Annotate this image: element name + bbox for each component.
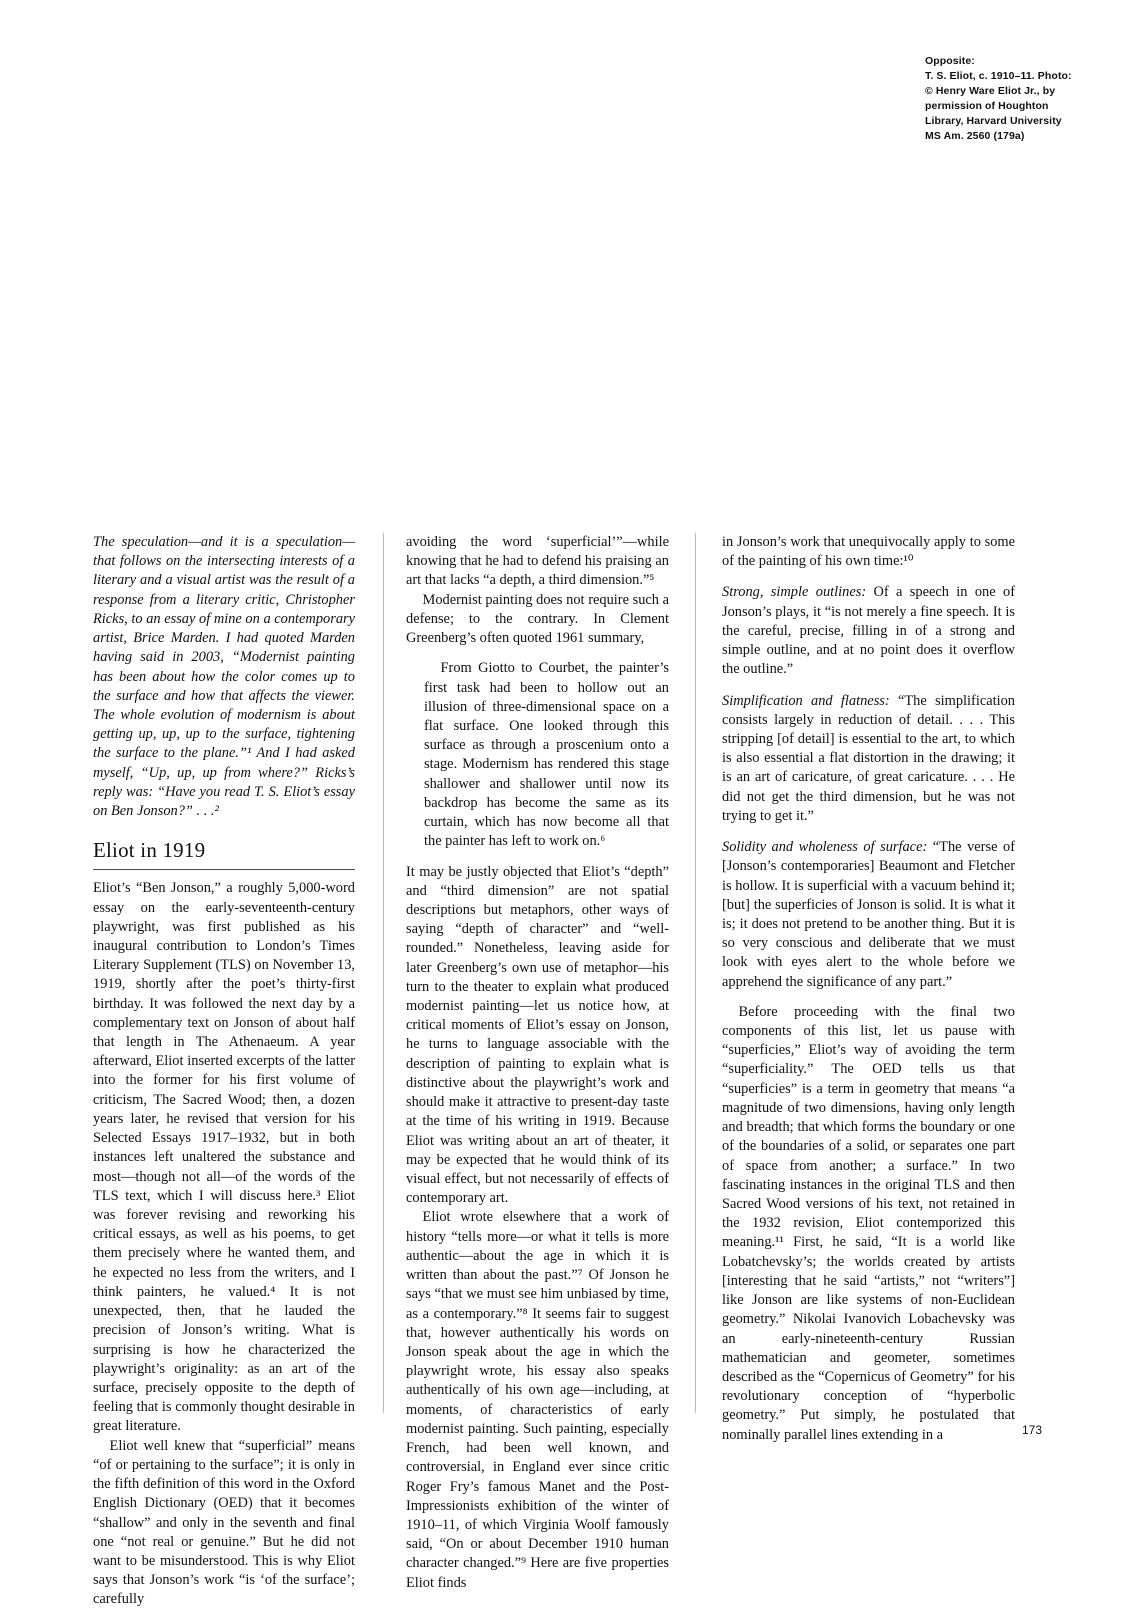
- body-paragraph: avoiding the word ‘superficial’”—while knowing that he had to defend his praising an art that lacks “a depth, a third dimension.”⁵: [406, 534, 669, 589]
- definition-body: Of a speech in one of Jonson’s plays, it “is not merely a fine speech. It is the careful, precise, filling in of a strong and simple outline, and at no point does it overflow the outline.”: [722, 584, 1015, 678]
- body-paragraph: Before proceeding with the final two components of this list, let us pause with “superficies,” Eliot’s way of avoiding the term “superficiality.” The OED tells us that “superficies” is a term in geometry that means “a magnitude of two dimensions, having only length and breadth; that which forms the boundary or one of the boundaries of a solid, or separates one part of space from another; a surface.” In two fascinating instances in the original TLS and then Sacred Wood versions of his text, not retained in the 1932 revision, Eliot contemporized this meaning.¹¹ First, he said, “It is a world like Lobatchevsky’s; the worlds created by artists [interesting that he said “artists,” not “writers”] like Jonson are like systems of non-Euclidean geometry.” Nikolai Ivanovich Lobachevsky was an early-nineteenth-century Russian mathematician and geometer, sometimes described as the “Copernicus of Geometry” for his revolutionary conception of “hyperbolic geometry.” Put simply, he postulated that nominally parallel lines extending in a: [722, 1003, 1015, 1443]
- caption-line: Opposite:: [925, 55, 975, 67]
- definition-body: “The verse of [Jonson’s contemporaries] Beaumont and Fletcher is hollow. It is superficial with a vacuum behind it; [but] the superficies of Jonson is solid. It is what it is; it does not pretend to be another thing. But it is so very conscious and deliberate that we must look with eyes alert to the whole before we apprehend the significance of any part.”: [722, 839, 1015, 990]
- definition-item: [722, 583, 1015, 679]
- body-paragraph: It may be justly objected that Eliot’s “depth” and “third dimension” are not spatial descriptions but metaphors, other ways of saying “depth of character” and “well-rounded.” Nonetheless, leaving aside for later Greenberg’s own use of metaphor—his turn to the theater to explain what produced modernist painting—let us notice how, at critical moments of Eliot’s essay on Jonson, he turns to language associable with the description of painting to explain what is distinctive about the playwright’s work and should make it attractive to present-day taste at the time of his writing in 1919. Because Eliot was writing about an art of theater, it may be expected that he would think of its visual effect, but not necessarily of effects of contemporary art.: [406, 863, 669, 1207]
- caption-line: MS Am. 2560 (179a): [925, 129, 1025, 142]
- page-number: 173: [1021, 1423, 1042, 1437]
- column-one: [93, 533, 383, 1608]
- caption-line: © Henry Ware Eliot Jr., by: [925, 84, 1056, 97]
- caption-line: Library, Harvard University: [925, 114, 1062, 127]
- section-heading: Eliot in 1919: [93, 838, 355, 870]
- lead-paragraph: The speculation—and it is a speculation—that follows on the intersecting interests of a literary and a visual artist was the result of a response from a literary critic, Christopher Ricks, to an essay of mine on a contemporary artist, Brice Marden. I had quoted Marden having said in 2003, “Modernist painting has been about how the color comes up to the surface and how that affects the viewer. The whole evolution of modernism is about getting up, up, up to the surface, tightening the surface to the plane.”¹ And I had asked myself, “Up, up, up from where?” Ricks’s reply was: “Have you read T. S. Eliot’s essay on Ben Jonson?” . . .²: [93, 534, 355, 820]
- photo-credit-caption: [925, 54, 1105, 143]
- column-two: [383, 533, 695, 1591]
- body-paragraph: Eliot’s “Ben Jonson,” a roughly 5,000-word essay on the early-seventeenth-century playwright, was first published as his inaugural contribution to London’s Times Literary Supplement (TLS) on November 13, 1919, shortly after the poet’s thirty-first birthday. It was followed the next day by a complementary text on Jonson of about half that length in The Athenaeum. A year afterward, Eliot inserted excerpts of the latter into the former for his first volume of criticism, The Sacred Wood; then, a dozen years later, he revised that version for his Selected Essays 1917–1932, but in both instances left unaltered the substance and most—though not all—of the words of the TLS text, which I will discuss here.³ Eliot was forever revising and reworking his critical essays, as well as his poems, to get them precisely where he wanted them, and he expected no less from the writers, and I think painters, he valued.⁴ It is not unexpected, then, that he lauded the precision of Jonson’s writing. What is surprising is how he characterized the playwright’s originality: as an art of the surface, precisely opposite to the depth of feeling that is commonly thought desirable in great literature.: [93, 880, 355, 1435]
- pull-quote-greenberg: From Giotto to Courbet, the painter’s first task had been to hollow out an illusion of three-dimensional space on a flat surface. One looked through this surface as through a proscenium onto a stage. Modernism has rendered this stage shallower and shallower until now its backdrop has become the same as its curtain, which has now become all that the painter has left to work on.⁶: [424, 660, 669, 850]
- definition-item: [722, 838, 1015, 992]
- body-paragraph: in Jonson’s work that unequivocally apply to some of the painting of his own time:¹⁰: [722, 534, 1015, 570]
- definition-item: [722, 692, 1015, 827]
- definition-term: Strong, simple outlines:: [722, 584, 867, 601]
- definition-body: “The simplification consists largely in reduction of detail. . . . This stripping [of detail] is essential to the art, to which is also essential a flat distortion in the drawing; it is an art of caricature, of great caricature. . . . He did not get the third dimension, but he was not trying to get it.”: [722, 692, 1015, 824]
- column-three: [695, 533, 1015, 1443]
- body-paragraph: Eliot wrote elsewhere that a work of history “tells more—or what it tells is more authentic—about the age in which it is written than about the past.”⁷ Of Jonson he says “that we must see him unbiased by time, as a contemporary.”⁸ It seems fair to suggest that, however authentically his words on Jonson speak about the age in which the playwright wrote, his essay also speaks authentically of his own age—including, at moments, of characteristics of early modernist painting. Such painting, especially French, had been well known, and controversial, in England ever since critic Roger Fry’s famous Manet and the Post-Impressionists exhibition of the winter of 1910–11, of which Virginia Woolf famously said, “On or about December 1910 human character changed.”⁹ Here are five properties Eliot finds: [406, 1209, 669, 1591]
- body-paragraph: Modernist painting does not require such a defense; to the contrary. In Clement Greenberg’s often quoted 1961 summary,: [406, 591, 669, 647]
- caption-line: T. S. Eliot, c. 1910–11. Photo:: [925, 69, 1072, 82]
- body-paragraph: Eliot well knew that “superficial” means “of or pertaining to the surface”; it is only in the fifth definition of this word in the Oxford English Dictionary (OED) that it becomes “shallow” and only in the seventh and final one “not real or genuine.” But he did not want to be misunderstood. This is why Eliot says that Jonson’s work “is ‘of the surface’; carefully: [93, 1437, 355, 1608]
- caption-line: permission of Houghton: [925, 99, 1049, 112]
- definition-term: Solidity and wholeness of surface:: [722, 839, 928, 856]
- definition-term: Simplification and flatness:: [722, 692, 890, 709]
